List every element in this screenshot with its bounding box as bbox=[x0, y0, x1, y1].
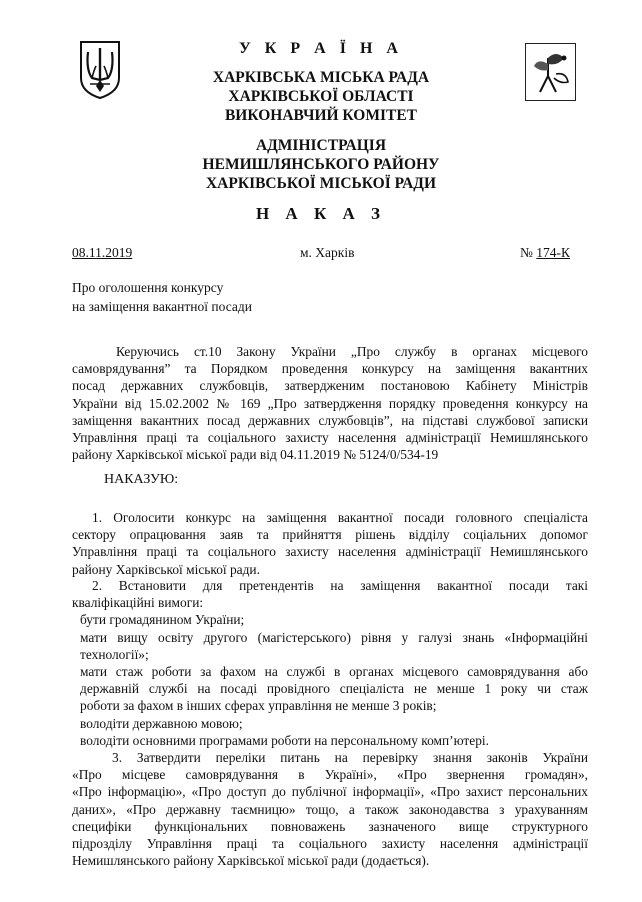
item2-line: роботи за фахом в інших сферах управління не менше 3 років; bbox=[80, 698, 437, 714]
item2-line: 2. Встановити для претендентів на заміщення вакантної посади такі bbox=[92, 578, 588, 593]
order-subject bbox=[72, 278, 252, 316]
item2-line: державній службі на посаді провідного спеціаліста не менше 1 року чи стаж bbox=[80, 681, 588, 697]
item1-line: району Харківської міської ради. bbox=[72, 561, 260, 577]
item2-line: технології»; bbox=[80, 646, 149, 662]
order-number-value: 174-К bbox=[536, 245, 571, 260]
document-type-title: Н А К А З bbox=[255, 204, 387, 223]
item2-line: кваліфікаційні вимоги: bbox=[72, 595, 204, 611]
order-item-1 bbox=[72, 509, 588, 578]
subject-line: Про оголошення конкурсу bbox=[72, 280, 224, 295]
item3-line: Немишлянського району Харківської міської ради (додається). bbox=[72, 853, 430, 869]
council-line: ХАРКІВСЬКА МІСЬКА РАДА bbox=[212, 69, 430, 86]
council-line: ХАРКІВСЬКОЇ ОБЛАСТІ bbox=[228, 88, 414, 105]
admin-line: ХАРКІВСЬКОЇ МІСЬКОЇ РАДИ bbox=[205, 175, 437, 192]
preamble-line: заміщення вакантних посад державних службовців”, на підставі службової записки bbox=[72, 412, 588, 428]
country-title: У К Р А Ї Н А bbox=[239, 40, 403, 57]
order-number bbox=[520, 245, 570, 261]
item1-line: сектору опрацювання заяв та прийняття рішень відділу соціальних допомог bbox=[72, 527, 588, 543]
preamble-line: Керуючись ст.10 Закону України „Про службу в органах місцевого bbox=[116, 344, 588, 359]
item3-line: «Про інформацію», «Про доступ до публічної інформації», «Про захист персональних bbox=[72, 784, 588, 800]
item2-line: володіти основними програмами роботи на персональному комп’ютері. bbox=[80, 732, 489, 748]
item2-line: володіти державною мовою; bbox=[80, 715, 243, 731]
item3-line: 3. Затвердити переліки питань на перевірку знання законів України bbox=[112, 750, 588, 765]
administration-header bbox=[0, 136, 642, 193]
order-date: 08.11.2019 bbox=[72, 245, 133, 260]
admin-line: АДМІНІСТРАЦІЯ bbox=[255, 137, 387, 154]
preamble bbox=[72, 343, 588, 463]
subject-line: на заміщення вакантної посади bbox=[72, 299, 252, 314]
preamble-line: посад державних службовців, затвердженим постановою Кабінету Міністрів bbox=[72, 378, 588, 394]
item3-line: підрозділу Управління праці та соціального захисту населення адміністрації bbox=[72, 836, 588, 852]
council-line: ВИКОНАВЧИЙ КОМІТЕТ bbox=[224, 107, 418, 124]
item2-line: мати вищу освіту другого (магістерського) рівня у галузі знань «Інформаційні bbox=[80, 629, 588, 645]
item3-line: даних», «Про державну таємницю» тощо, а також законодавства з урахуванням bbox=[72, 801, 588, 817]
preamble-line: району Харківської міської ради від 04.11.2019 № 5124/0/534-19 bbox=[72, 447, 439, 463]
preamble-line: самоврядування” та Порядком проведення конкурсу на заміщення вакантних bbox=[72, 361, 588, 377]
item2-line: бути громадянином України; bbox=[80, 612, 245, 628]
preamble-line: України від 15.02.2002 № 169 „Про затвердження порядку проведення конкурсу на bbox=[72, 395, 588, 411]
item1-line: Управління праці та соціального захисту населення адміністрації Немишлянського bbox=[72, 544, 588, 560]
item3-line: специфіки функціональних повноважень зазначеного вище структурного bbox=[72, 818, 588, 834]
order-item-2 bbox=[72, 577, 588, 749]
admin-line: НЕМИШЛЯНСЬКОГО РАЙОНУ bbox=[202, 156, 440, 173]
order-item-3 bbox=[72, 749, 588, 869]
order-number-prefix: № bbox=[520, 245, 537, 260]
item3-line: «Про місцеве самоврядування в Україні», «Про звернення громадян», bbox=[72, 767, 588, 783]
item1-line: 1. Оголосити конкурс на заміщення вакантної посади головного спеціаліста bbox=[92, 510, 588, 525]
order-city: м. Харків bbox=[300, 245, 355, 260]
preamble-line: Управління праці та соціального захисту населення адміністрації Немишлянського bbox=[72, 430, 588, 446]
order-word: НАКАЗУЮ: bbox=[104, 472, 179, 487]
item2-line: мати стаж роботи за фахом на службі в органах місцевого самоврядування або bbox=[80, 664, 588, 680]
council-header bbox=[0, 68, 642, 125]
